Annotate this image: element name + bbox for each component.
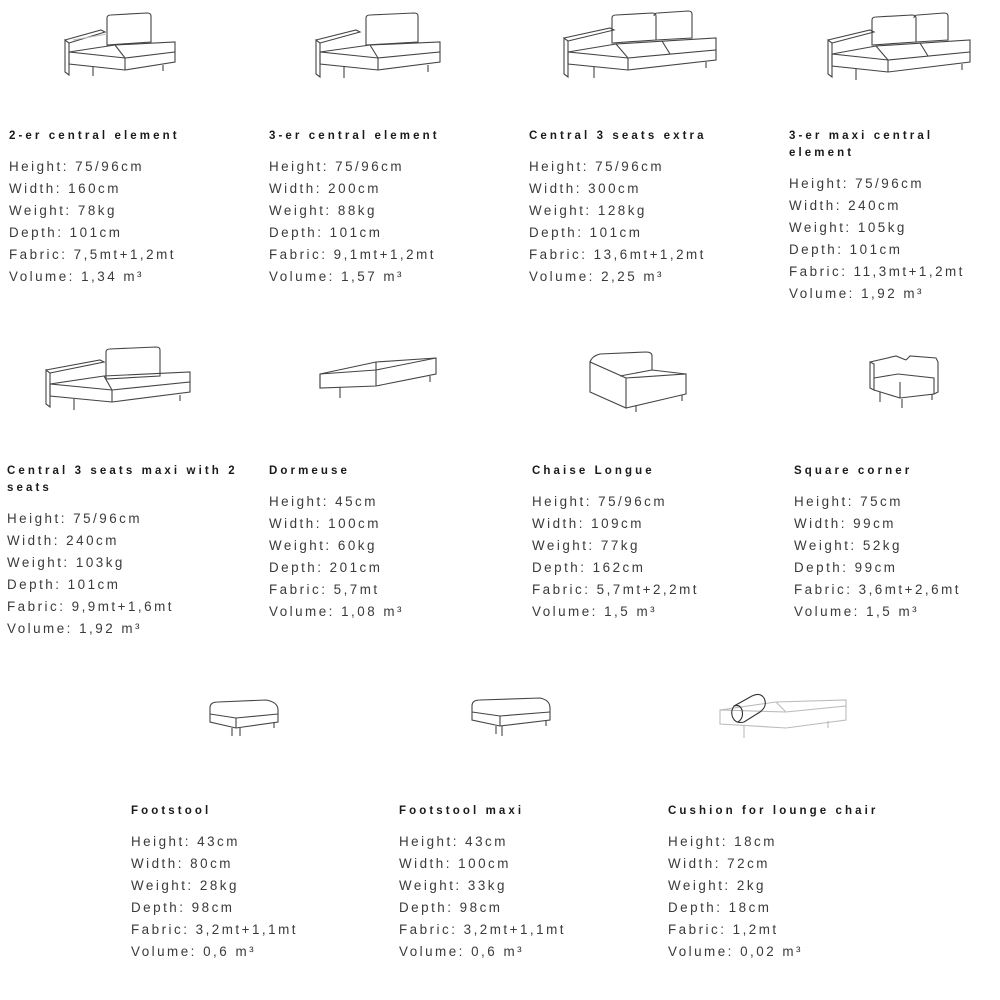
spec-weight: Weight: 77kg (532, 538, 640, 553)
spec-depth: Depth: 101cm (7, 577, 121, 592)
spec-weight: Weight: 88kg (269, 203, 377, 218)
spec-weight: Weight: 52kg (794, 538, 902, 553)
footstool-illustration (206, 698, 286, 744)
spec-weight: Weight: 128kg (529, 203, 647, 218)
spec-weight: Weight: 78kg (9, 203, 117, 218)
spec-height: Height: 75cm (794, 494, 903, 509)
spec-height: Height: 18cm (668, 834, 777, 849)
spec-height: Height: 43cm (131, 834, 240, 849)
spec-width: Width: 100cm (399, 856, 511, 871)
product-title: 3-er maxi central element (789, 130, 934, 159)
sofa-2-seat-illustration (55, 12, 185, 82)
spec-depth: Depth: 98cm (399, 900, 503, 915)
footstool-maxi-illustration (468, 696, 558, 742)
spec-height: Height: 75/96cm (529, 159, 665, 174)
product-title: 2-er central element (9, 130, 180, 142)
product-card (9, 128, 249, 288)
spec-volume: Volume: 1,92 m³ (7, 621, 143, 636)
spec-depth: Depth: 201cm (269, 560, 383, 575)
product-card (789, 128, 999, 305)
spec-height: Height: 75/96cm (532, 494, 668, 509)
spec-width: Width: 240cm (7, 533, 119, 548)
spec-width: Width: 300cm (529, 181, 641, 196)
product-title: 3-er central element (269, 130, 440, 142)
spec-volume: Volume: 0,02 m³ (668, 944, 804, 959)
spec-fabric: Fabric: 1,2mt (668, 922, 779, 937)
spec-volume: Volume: 1,5 m³ (794, 604, 920, 619)
chaise-longue-illustration (586, 350, 696, 418)
product-card (269, 463, 509, 623)
spec-fabric: Fabric: 3,6mt+2,6mt (794, 582, 961, 597)
sofa-3-seat-extra-illustration (558, 10, 723, 84)
spec-volume: Volume: 1,5 m³ (532, 604, 658, 619)
spec-fabric: Fabric: 11,3mt+1,2mt (789, 264, 965, 279)
spec-weight: Weight: 33kg (399, 878, 507, 893)
spec-fabric: Fabric: 13,6mt+1,2mt (529, 247, 706, 262)
spec-fabric: Fabric: 3,2mt+1,1mt (131, 922, 298, 937)
spec-depth: Depth: 99cm (794, 560, 898, 575)
spec-weight: Weight: 28kg (131, 878, 239, 893)
spec-weight: Weight: 60kg (269, 538, 377, 553)
product-card (399, 803, 639, 963)
product-title: Central 3 seats extra (529, 130, 707, 142)
product-card (269, 128, 509, 288)
sofa-maxi-2-seats-illustration (42, 346, 197, 416)
spec-depth: Depth: 101cm (9, 225, 123, 240)
product-title: Footstool maxi (399, 805, 525, 817)
spec-fabric: Fabric: 5,7mt+2,2mt (532, 582, 699, 597)
spec-height: Height: 43cm (399, 834, 508, 849)
product-card (529, 128, 769, 288)
product-card (794, 463, 999, 623)
spec-width: Width: 200cm (269, 181, 381, 196)
spec-width: Width: 99cm (794, 516, 896, 531)
spec-width: Width: 100cm (269, 516, 381, 531)
spec-depth: Depth: 162cm (532, 560, 646, 575)
product-card (668, 803, 888, 963)
spec-volume: Volume: 1,92 m³ (789, 286, 925, 301)
product-title: Dormeuse (269, 465, 351, 477)
spec-volume: Volume: 0,6 m³ (131, 944, 257, 959)
spec-height: Height: 75/96cm (269, 159, 405, 174)
spec-height: Height: 45cm (269, 494, 378, 509)
product-title: Central 3 seats maxi with 2 seats (7, 465, 238, 494)
spec-depth: Depth: 98cm (131, 900, 235, 915)
spec-volume: Volume: 1,34 m³ (9, 269, 145, 284)
spec-height: Height: 75/96cm (789, 176, 925, 191)
spec-height: Height: 75/96cm (7, 511, 143, 526)
spec-depth: Depth: 101cm (529, 225, 643, 240)
spec-height: Height: 75/96cm (9, 159, 145, 174)
spec-fabric: Fabric: 5,7mt (269, 582, 380, 597)
spec-fabric: Fabric: 7,5mt+1,2mt (9, 247, 176, 262)
spec-volume: Volume: 0,6 m³ (399, 944, 525, 959)
square-corner-illustration (866, 352, 946, 414)
sofa-3-seat-maxi-illustration (822, 12, 977, 84)
spec-width: Width: 80cm (131, 856, 233, 871)
spec-fabric: Fabric: 9,1mt+1,2mt (269, 247, 436, 262)
spec-depth: Depth: 101cm (269, 225, 383, 240)
spec-depth: Depth: 18cm (668, 900, 772, 915)
spec-volume: Volume: 1,57 m³ (269, 269, 405, 284)
product-title: Square corner (794, 465, 913, 477)
spec-width: Width: 240cm (789, 198, 901, 213)
spec-weight: Weight: 2kg (668, 878, 766, 893)
spec-weight: Weight: 103kg (7, 555, 125, 570)
sofa-3-seat-illustration (308, 12, 448, 84)
spec-fabric: Fabric: 3,2mt+1,1mt (399, 922, 566, 937)
product-card (131, 803, 371, 963)
spec-width: Width: 72cm (668, 856, 770, 871)
product-card (532, 463, 772, 623)
product-title: Cushion for lounge chair (668, 805, 879, 817)
spec-weight: Weight: 105kg (789, 220, 907, 235)
product-card (7, 463, 247, 640)
product-title: Footstool (131, 805, 212, 817)
dormeuse-illustration (316, 352, 441, 412)
spec-width: Width: 109cm (532, 516, 644, 531)
spec-fabric: Fabric: 9,9mt+1,6mt (7, 599, 174, 614)
spec-volume: Volume: 2,25 m³ (529, 269, 665, 284)
product-title: Chaise Longue (532, 465, 655, 477)
spec-volume: Volume: 1,08 m³ (269, 604, 405, 619)
spec-depth: Depth: 101cm (789, 242, 903, 257)
spec-width: Width: 160cm (9, 181, 121, 196)
lounge-cushion-illustration (716, 690, 856, 746)
